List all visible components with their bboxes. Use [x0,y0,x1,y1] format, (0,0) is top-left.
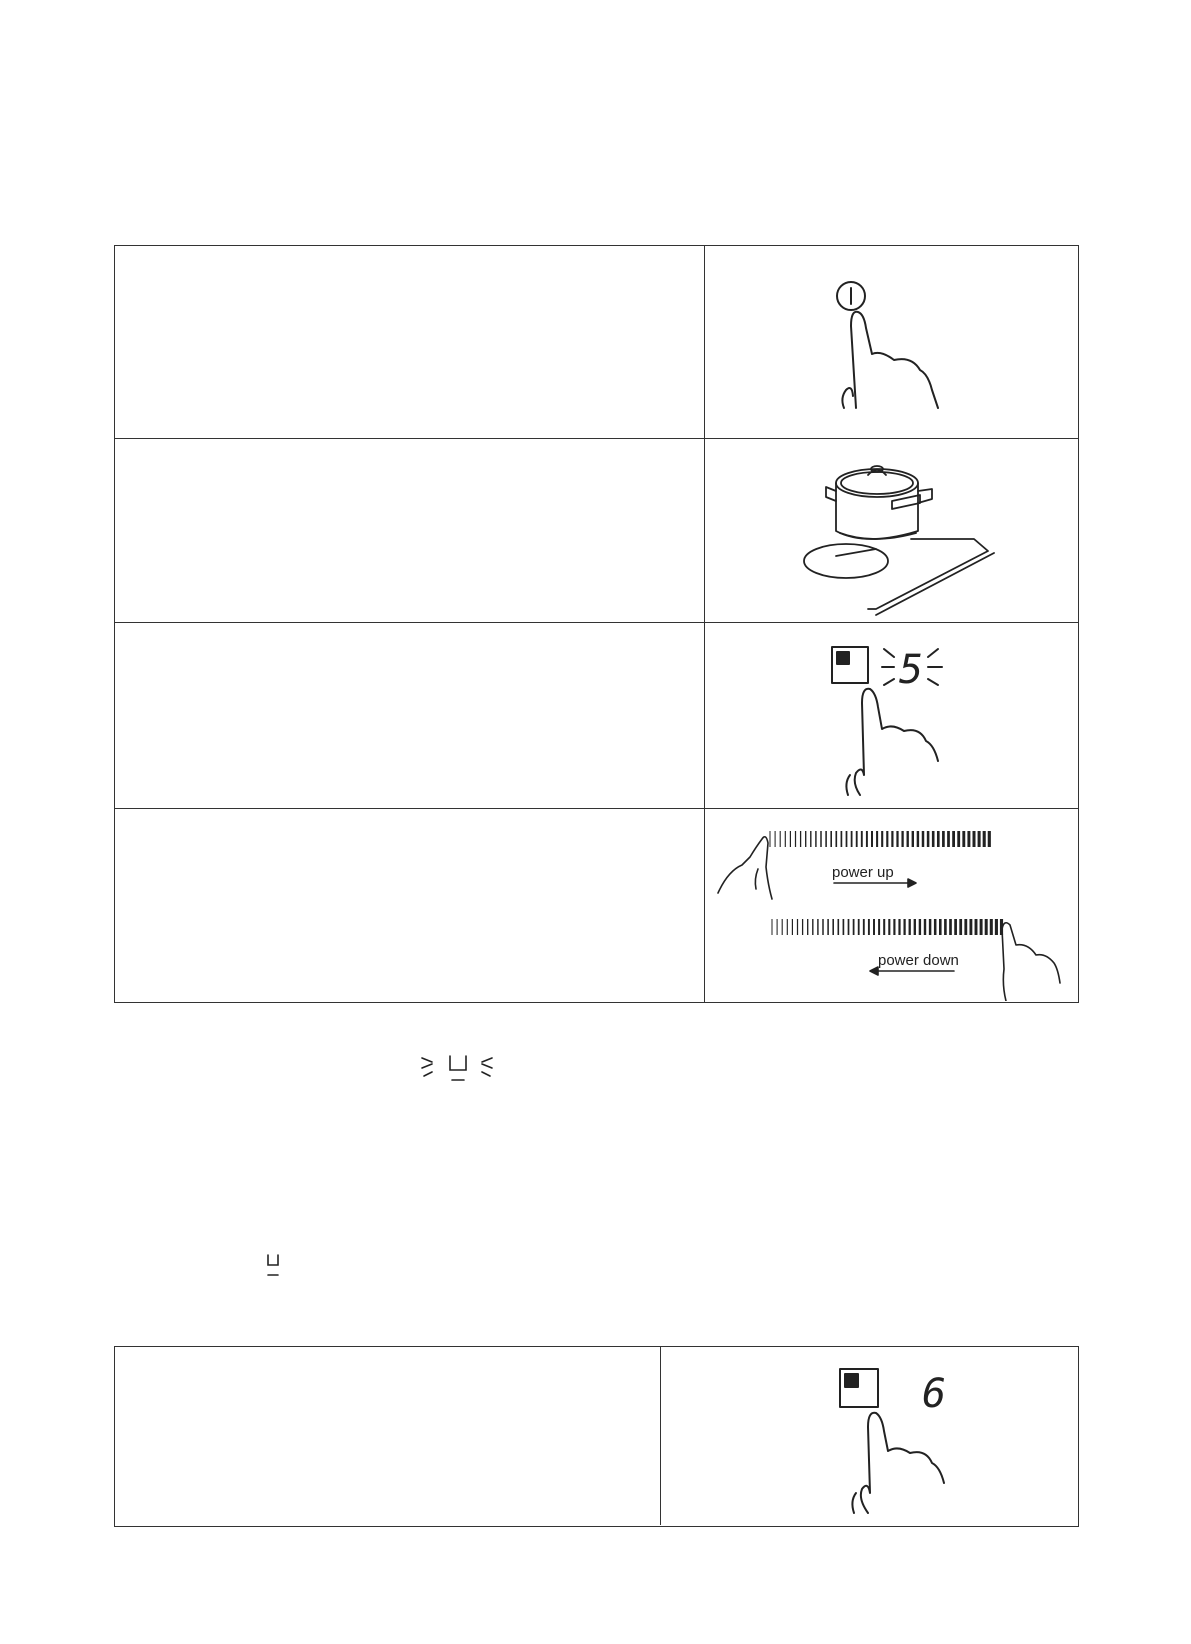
text-cell [115,1347,660,1525]
power-slider-track [772,919,1002,935]
table-row [115,808,1078,1002]
column-divider [704,809,705,1002]
instructions-table-2 [114,1346,1079,1527]
column-divider [704,439,705,622]
flash-ray [884,649,894,657]
column-divider [660,1347,661,1525]
text-cell [115,809,704,1002]
pot-on-zone-illustration [706,439,1078,621]
text-cell [115,439,704,622]
power-slider-track [770,831,989,847]
slider-illustration [706,809,1078,1001]
column-divider [704,623,705,808]
zone-select-display-illustration [706,623,1078,807]
power-down-label: power down [878,952,959,969]
table-row [115,246,1078,438]
table-row [115,1347,1078,1525]
table-row [115,438,1078,622]
text-cell [115,246,704,438]
power-touch-illustration [706,246,1078,436]
table-row [115,622,1078,808]
hand-icon [1002,923,1060,1001]
text-cell [115,623,704,808]
zone-select-display-illustration [662,1347,1078,1525]
display-digit: 6 [921,1371,947,1417]
flashing-u-display-icon [420,1050,500,1089]
instructions-table-1 [114,245,1079,1003]
column-divider [704,246,705,438]
power-up-label: power up [832,864,894,881]
display-digit: 5 [898,647,924,693]
hand-icon [718,837,772,899]
small-u-display-icon [264,1253,284,1286]
